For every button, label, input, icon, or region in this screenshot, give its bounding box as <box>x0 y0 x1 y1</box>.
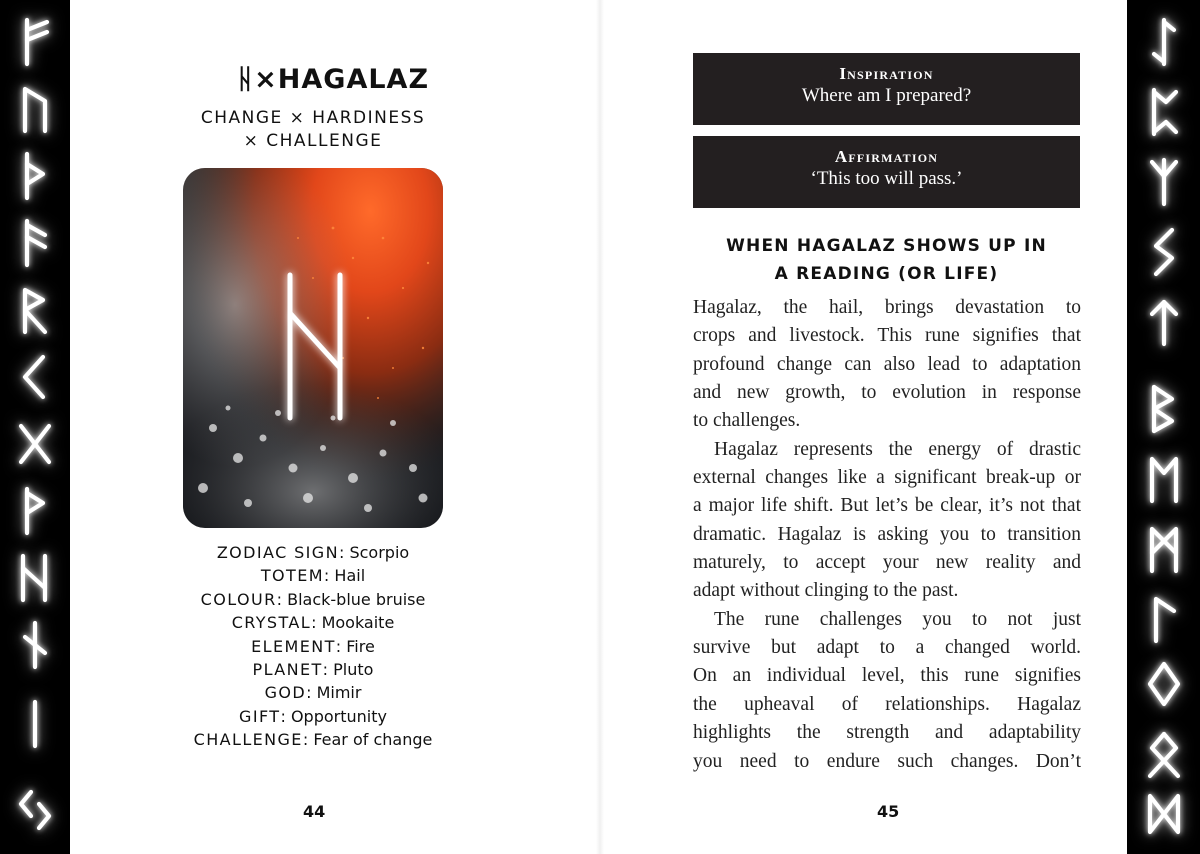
body-line: Hagalaz, the hail, brings devastation to <box>693 297 1081 318</box>
jera-rune-icon <box>17 786 53 834</box>
body-line: survive but adapt to a changed world. <box>693 637 1081 659</box>
body-line: profound change can also lead to adaptation <box>693 353 1081 375</box>
thurisaz-rune-icon <box>17 152 53 200</box>
othala-rune-icon <box>1146 730 1182 778</box>
rune-keywords <box>70 107 556 153</box>
body-line: the upheaval of relationships. Hagalaz <box>693 693 1081 715</box>
section-heading <box>693 232 1080 288</box>
dagaz-rune-icon <box>1146 790 1182 838</box>
inspiration-text: Where am I prepared? <box>801 85 972 106</box>
ingwaz-rune-icon <box>1146 660 1182 708</box>
body-line: highlights the strength and adaptability <box>693 722 1081 744</box>
tiwaz-rune-icon <box>1146 298 1182 346</box>
kenaz-rune-icon <box>17 353 53 401</box>
algiz-rune-icon <box>1146 158 1182 206</box>
body-line: On an individual level, this rune signifies <box>693 665 1081 687</box>
laguz-rune-icon <box>1146 595 1182 643</box>
mannaz-rune-icon <box>1146 525 1182 573</box>
body-line: crops and livestock. This rune signifies that <box>693 325 1081 347</box>
affirmation-label: Affirmation <box>834 147 939 166</box>
body-line: a major life shift. But let’s be clear, it’s not that <box>693 495 1081 517</box>
wunjo-rune-icon <box>17 487 53 535</box>
raidho-rune-icon <box>17 286 53 334</box>
attribute-god: GOD: Mimir <box>264 683 362 703</box>
left-page <box>70 0 596 854</box>
hagalaz-card-illustration <box>183 168 443 528</box>
heading-line: WHEN HAGALAZ SHOWS UP IN <box>726 236 1047 256</box>
body-line: to challenges. <box>693 410 801 432</box>
attribute-totem: TOTEM: Hail <box>260 566 366 586</box>
fehu-rune-icon <box>17 18 53 66</box>
keywords-line: CHANGE × HARDINESS <box>200 108 426 128</box>
body-line: you need to endure such changes. Don’t <box>693 750 1081 772</box>
body-line: The rune challenges you to not just <box>714 608 1081 630</box>
heading-line: A READING (OR LIFE) <box>774 264 999 284</box>
attribute-element: ELEMENT: Fire <box>251 636 375 656</box>
page-number-left: 44 <box>303 802 326 821</box>
book-gutter <box>596 0 604 854</box>
inspiration-label: Inspiration <box>839 64 934 83</box>
attribute-zodiac: ZODIAC SIGN: Scorpio <box>216 543 410 562</box>
attribute-challenge: CHALLENGE: Fear of change <box>193 730 433 750</box>
eihwaz-rune-icon <box>1146 18 1182 66</box>
body-text <box>693 294 1081 776</box>
perthro-rune-icon <box>1146 88 1182 136</box>
ansuz-rune-icon <box>17 219 53 267</box>
berkano-rune-icon <box>1146 385 1182 433</box>
page-number-right: 45 <box>877 802 900 821</box>
inspiration-box <box>693 53 1080 125</box>
uruz-rune-icon <box>17 85 53 133</box>
attribute-colour: COLOUR: Black-blue bruise <box>200 589 426 609</box>
left-rune-border <box>0 0 70 854</box>
affirmation-box <box>693 136 1080 208</box>
body-line: Hagalaz represents the energy of drastic <box>714 438 1081 460</box>
gebo-rune-icon <box>17 420 53 468</box>
rune-title: ᚺ×HAGALAZ <box>236 64 430 95</box>
affirmation-text: ‘This too will pass.’ <box>810 168 963 189</box>
rune-attributes <box>70 541 556 752</box>
attribute-crystal: CRYSTAL: Mookaite <box>231 613 395 633</box>
isa-rune-icon <box>17 700 53 748</box>
body-line: adapt without clinging to the past. <box>693 580 959 602</box>
hagalaz-rune-icon <box>17 554 53 602</box>
rune-card-image <box>183 168 443 528</box>
nauthiz-rune-icon <box>17 621 53 669</box>
sowilo-rune-icon <box>1146 228 1182 276</box>
body-line: external changes like a significant break-up or <box>693 467 1081 489</box>
attribute-gift: GIFT: Opportunity <box>239 706 387 726</box>
attribute-planet: PLANET: Pluto <box>252 660 374 680</box>
right-page <box>604 0 1127 854</box>
right-rune-border <box>1127 0 1200 854</box>
body-line: maturely, to accept your new reality and <box>693 552 1081 574</box>
ehwaz-rune-icon <box>1146 455 1182 503</box>
keywords-line: × CHALLENGE <box>243 131 383 151</box>
body-line: dramatic. Hagalaz is asking you to transition <box>693 523 1081 545</box>
body-line: and new growth, to evolution in response <box>693 382 1081 404</box>
